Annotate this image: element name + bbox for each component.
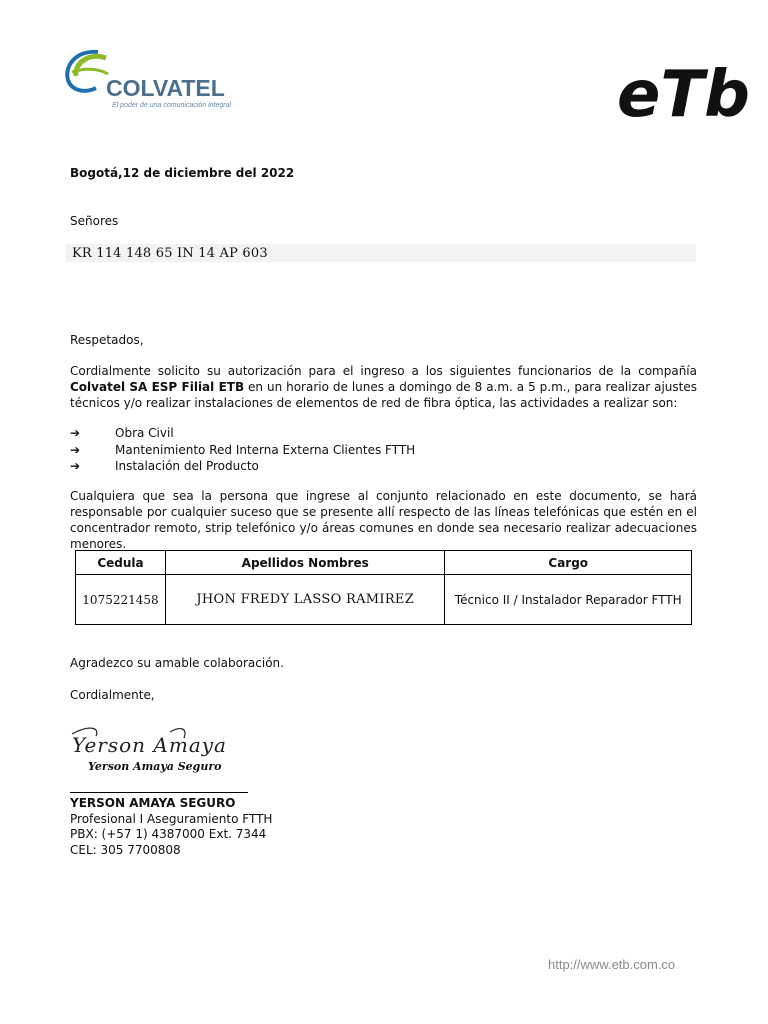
greeting: Respetados, bbox=[70, 333, 144, 347]
activity-label: Instalación del Producto bbox=[115, 459, 259, 473]
staff-table bbox=[75, 550, 692, 625]
signature-handwriting: Yerson Amaya bbox=[72, 733, 227, 757]
colvatel-logo bbox=[62, 44, 252, 114]
list-item bbox=[70, 425, 415, 442]
column-header-nombres: Apellidos Nombres bbox=[165, 551, 444, 575]
letter-date: Bogotá,12 de diciembre del 2022 bbox=[70, 166, 295, 180]
cell-cedula: 1075221458 bbox=[76, 575, 166, 625]
request-paragraph-end: en un horario de lunes a domingo de 8 a.m. a 5 p.m., para realizar ajustes técnicos y/o realizar instalaciones de elementos de red de fibra óptica, las actividades a realizar son: bbox=[70, 380, 697, 410]
thanks-line: Agradezco su amable colaboración. bbox=[70, 656, 284, 670]
colvatel-logo-text: COLVATEL bbox=[106, 75, 225, 101]
activity-label: Mantenimiento Red Interna Externa Clientes FTTH bbox=[115, 442, 416, 457]
table-row bbox=[76, 575, 692, 625]
colvatel-tagline: El poder de una comunicación integral bbox=[112, 102, 232, 109]
recipient-address: KR 114 148 65 IN 14 AP 603 bbox=[72, 246, 268, 261]
signer-cel: CEL: 305 7700808 bbox=[70, 842, 181, 857]
signer-pbx: PBX: (+57 1) 4387000 Ext. 7344 bbox=[70, 827, 267, 841]
list-item bbox=[70, 458, 415, 475]
request-paragraph bbox=[70, 363, 697, 411]
responsibility-paragraph: Cualquiera que sea la persona que ingrese al conjunto relacionado en este documento, se hará responsable por cualquier suceso que se presente allí respecto de las líneas telefónicas que estén en el concentrador remoto, strip telefónico y/o áreas comunes en donde sea necesario realizar adecuaciones menores. bbox=[70, 489, 697, 551]
arrow-right-icon: ➔ bbox=[70, 459, 81, 473]
signature-caption: Yerson Amaya Seguro bbox=[88, 760, 222, 773]
arrow-right-icon: ➔ bbox=[70, 442, 81, 457]
etb-logo-text: eTb bbox=[617, 58, 750, 132]
signature-line bbox=[70, 792, 248, 793]
company-name: Colvatel SA ESP Filial ETB bbox=[70, 380, 245, 394]
request-paragraph-start: Cordialmente solicito su autorización para el ingreso a los siguientes funcionarios de la compañía bbox=[70, 364, 697, 378]
column-header-cedula: Cedula bbox=[76, 551, 166, 575]
list-item bbox=[70, 442, 415, 459]
activity-label: Obra Civil bbox=[115, 426, 174, 440]
cell-name: JHON FREDY LASSO RAMIREZ bbox=[165, 575, 444, 625]
signer-block bbox=[70, 796, 272, 858]
etb-logo bbox=[615, 44, 750, 134]
activities-list bbox=[70, 425, 415, 475]
closing: Cordialmente, bbox=[70, 688, 155, 702]
cell-cargo: Técnico II / Instalador Reparador FTTH bbox=[445, 575, 692, 625]
footer-url-link[interactable]: http://www.etb.com.co bbox=[548, 957, 676, 972]
arrow-right-icon: ➔ bbox=[70, 426, 81, 440]
signer-name: YERSON AMAYA SEGURO bbox=[70, 796, 236, 810]
signer-title: Profesional I Aseguramiento FTTH bbox=[70, 811, 273, 826]
salutation: Señores bbox=[70, 214, 119, 228]
table-header-row bbox=[76, 551, 692, 575]
column-header-cargo: Cargo bbox=[445, 551, 692, 575]
